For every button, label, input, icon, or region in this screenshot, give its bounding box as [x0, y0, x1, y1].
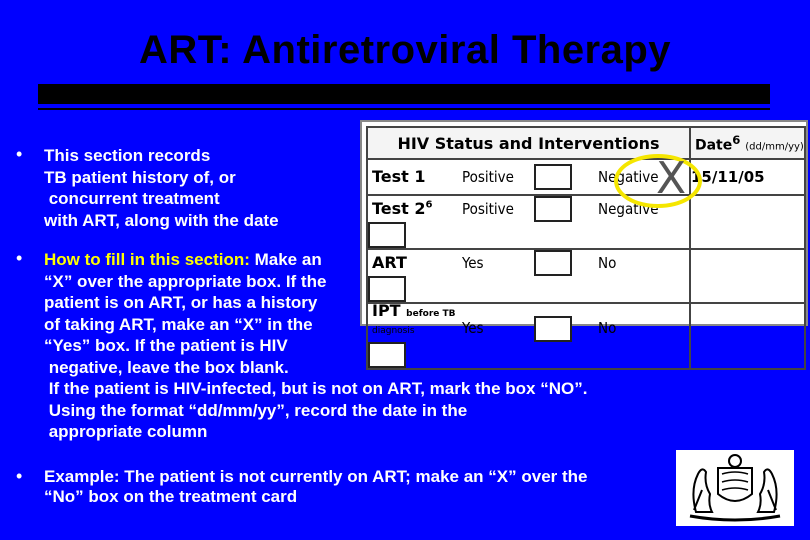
coat-of-arms-emblem	[676, 450, 794, 526]
bullet-2-text: How to fill in this section: Make an “X” over the appropriate box. If the patient is on ART, or has a history of taking ART, make an “X” in the “Yes” box. If the patient is HIV negative, leave the box blank. If the patient is HIV-infected, but is not on ART, mark the box “NO”. Using the format “dd/mm/yy”, record the date in the appropriate column	[44, 250, 588, 441]
bullet-3-text: Example: The patient is not currently on ART; make an “X” over the “No” box on the treatment card	[44, 467, 588, 506]
table-row: Test $2^6$ Positive Negative	[367, 195, 805, 249]
date-cell[interactable]	[690, 303, 805, 369]
table-row: Test 1 Positive Negative 15/11/05	[367, 159, 805, 195]
hiv-status-table	[366, 126, 806, 370]
bullet-1-text: This section records TB patient history of, or concurrent treatment with ART, along with the date	[44, 146, 279, 230]
treatment-card	[360, 120, 808, 337]
table-row: IPT before TB diagnosis Yes No	[367, 303, 805, 369]
bullet-1-dot: •	[16, 144, 23, 164]
title-underline-bar	[38, 84, 770, 104]
row-label: Test 1	[372, 166, 426, 186]
checkbox[interactable]	[534, 196, 572, 222]
row-label: Test $2^6$	[372, 198, 433, 218]
bullet-2-dot: •	[16, 248, 23, 268]
slide-title: ART: Antiretroviral Therapy	[138, 28, 672, 72]
title-underline-thin	[38, 108, 770, 110]
row-label: ART	[372, 252, 407, 272]
checkbox[interactable]	[534, 250, 572, 276]
date-cell[interactable]	[690, 249, 805, 303]
bullet-2-highlight: How to fill in this section:	[44, 250, 250, 269]
checkbox[interactable]	[368, 222, 406, 248]
date-cell[interactable]: 15/11/05	[690, 159, 805, 195]
bullet-3-dot: •	[16, 466, 23, 486]
date-cell[interactable]	[690, 195, 805, 249]
date-header: Date$^6$ (dd/mm/yy)	[690, 127, 805, 159]
x-mark: X	[656, 153, 687, 204]
table-row: ART Yes No	[367, 249, 805, 303]
table-header: HIV Status and Interventions	[367, 127, 690, 159]
row-label: IPT before TB diagnosis	[372, 301, 456, 336]
checkbox[interactable]	[534, 164, 572, 190]
checkbox[interactable]	[368, 276, 406, 302]
checkbox[interactable]	[534, 316, 572, 342]
checkbox[interactable]	[368, 342, 406, 368]
